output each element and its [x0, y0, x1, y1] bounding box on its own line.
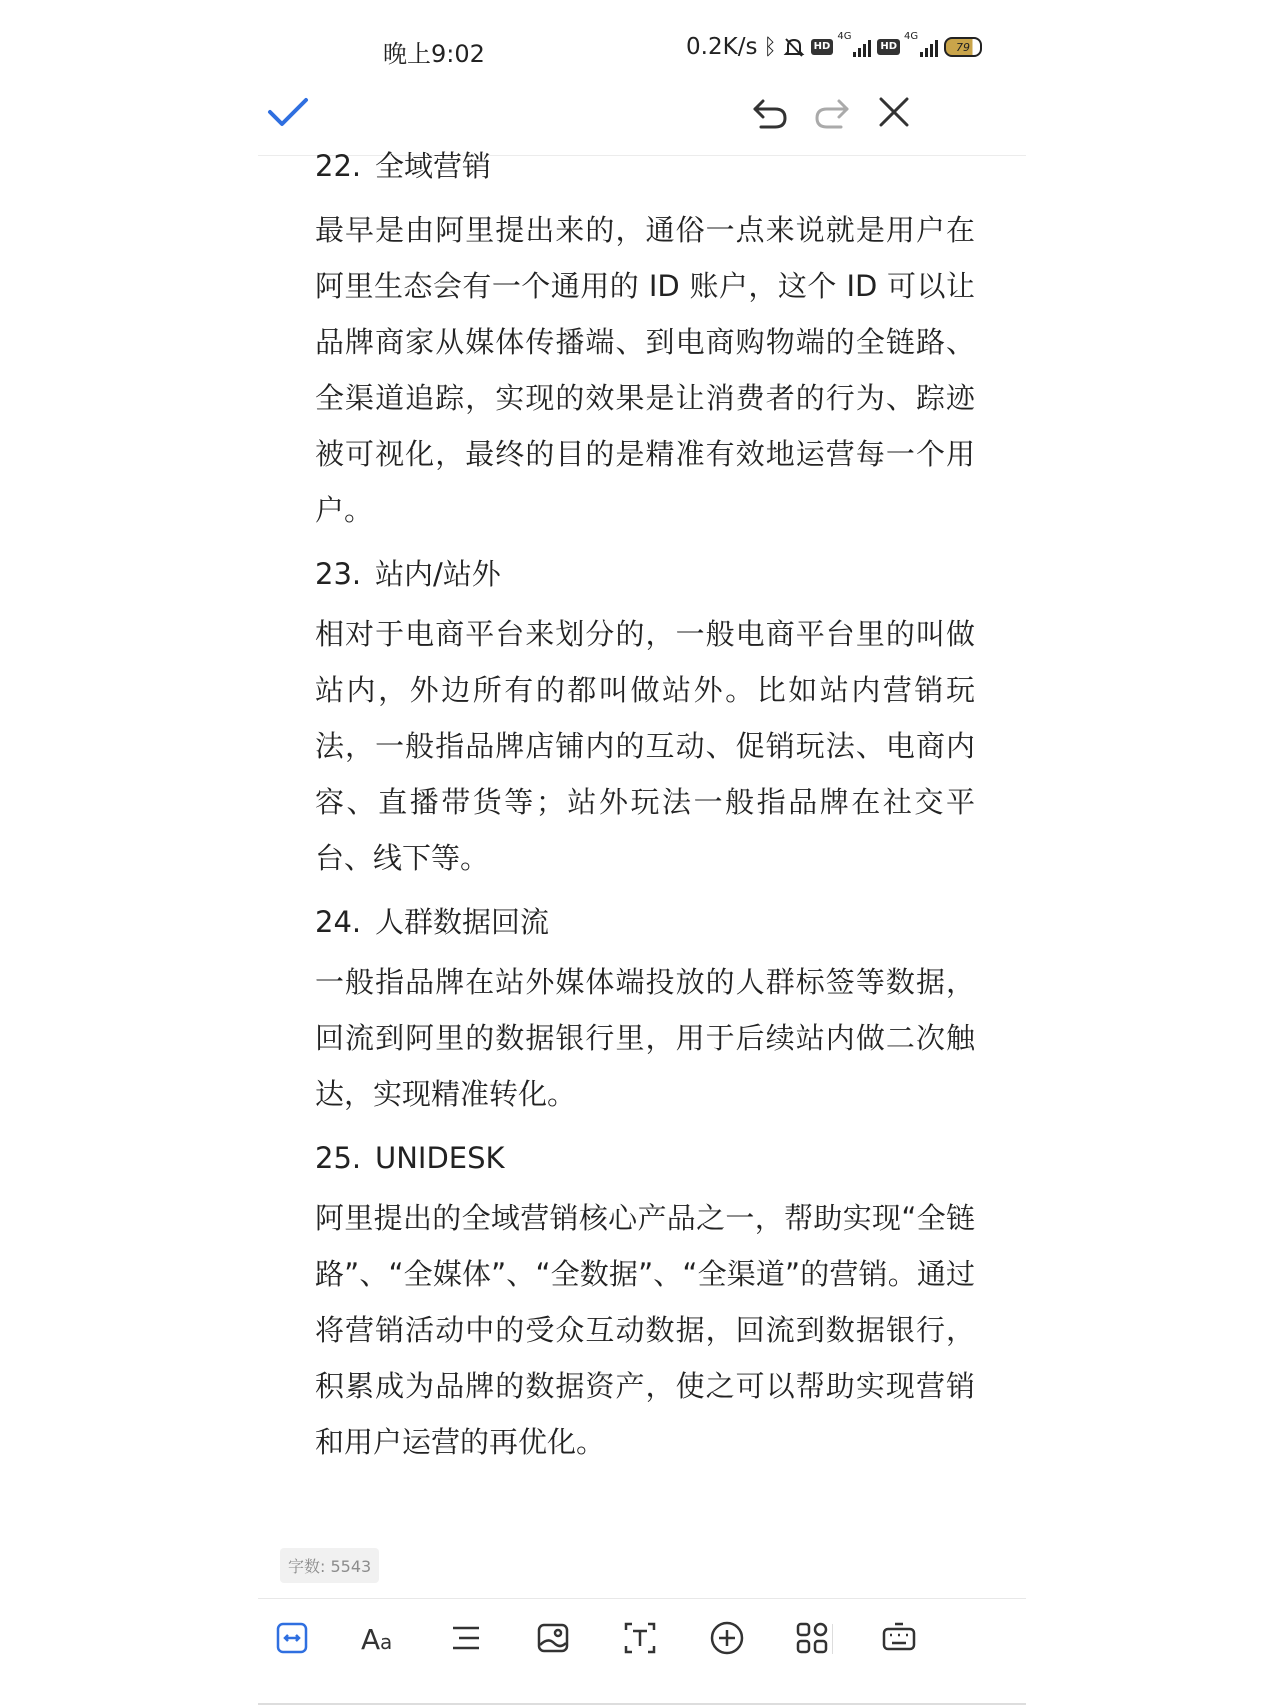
redo-icon — [811, 91, 853, 133]
section-paragraph: 一般指品牌在站外媒体端投放的人群标签等数据，回流到阿里的数据银行里，用于后续站内做二次触达，实现精准转化。 — [315, 965, 975, 1111]
close-icon — [874, 92, 914, 132]
insert-button[interactable] — [699, 1610, 755, 1666]
fit-width-icon — [275, 1621, 309, 1655]
battery-icon: 79 — [944, 37, 982, 57]
hd-badge-2: HD — [877, 39, 900, 55]
section-title: 全域营销 — [375, 149, 492, 183]
section-heading — [315, 146, 975, 186]
editor-toolbar — [258, 82, 1026, 152]
status-time: 晚上9:02 — [383, 40, 485, 68]
image-icon — [536, 1621, 570, 1655]
net-speed: 0.2K/s — [686, 34, 758, 60]
section-heading — [315, 894, 975, 950]
svg-text:a: a — [380, 1630, 393, 1654]
bluetooth-icon: ᛒ — [763, 34, 777, 60]
network-type: 4G — [837, 31, 852, 42]
mute-bell-icon — [783, 36, 805, 58]
insert-icon — [709, 1620, 745, 1656]
section-number: 25. — [315, 1141, 362, 1175]
text-box-icon — [623, 1621, 657, 1655]
signal-icon — [837, 31, 871, 57]
text-format-button[interactable] — [351, 1610, 407, 1666]
section-heading — [315, 1130, 975, 1186]
signal-icon-2 — [904, 31, 938, 57]
section-heading — [315, 546, 975, 602]
section-number: 23. — [315, 557, 362, 591]
paragraph-button[interactable] — [438, 1610, 494, 1666]
document-body[interactable] — [315, 146, 975, 1478]
section-paragraph: 阿里提出的全域营销核心产品之一，帮助实现“全链路”、“全媒体”、“全数据”、“全渠道”的营销。通过将营销活动中的受众互动数据，回流到数据银行，积累成为品牌的数据资产，使之可以帮助实现营销和用户运营的再优化。 — [315, 1201, 975, 1459]
apps-button[interactable] — [784, 1610, 840, 1666]
section-title: 站内/站外 — [375, 557, 501, 591]
word-count: 字数: 5543 — [280, 1548, 379, 1583]
text-box-button[interactable] — [612, 1610, 668, 1666]
hd-badge: HD — [811, 39, 834, 55]
section-title: UNIDESK — [375, 1141, 505, 1175]
section-number: 24. — [315, 905, 362, 939]
check-icon — [264, 92, 312, 132]
status-icons — [686, 31, 982, 60]
section-number: 22. — [315, 149, 362, 183]
svg-text:A: A — [361, 1623, 381, 1655]
undo-button[interactable] — [740, 82, 800, 142]
keyboard-icon — [881, 1621, 917, 1655]
section-paragraph: 相对于电商平台来划分的，一般电商平台里的叫做站内，外边所有的都叫做站外。比如站内营销玩法，一般指品牌店铺内的互动、促销玩法、电商内容、直播带货等；站外玩法一般指品牌在社交平台、线下等。 — [315, 617, 975, 875]
apps-icon — [795, 1621, 829, 1655]
bottom-divider — [258, 1598, 1026, 1599]
keyboard-button[interactable] — [871, 1610, 927, 1666]
close-button[interactable] — [864, 82, 924, 142]
redo-button[interactable] — [802, 82, 862, 142]
network-type-2: 4G — [904, 31, 919, 42]
fit-width-button[interactable] — [264, 1610, 320, 1666]
section-paragraph: 最早是由阿里提出来的，通俗一点来说就是用户在阿里生态会有一个通用的 ID 账户，这个 ID 可以让品牌商家从媒体传播端、到电商购物端的全链路、全渠道追踪，实现的效果是让消费者的行为、踪迹被可视化，最终的目的是精准有效地运营每一个用户。 — [315, 213, 975, 527]
navigation-bar — [258, 1703, 1026, 1705]
image-button[interactable] — [525, 1610, 581, 1666]
confirm-button[interactable] — [258, 82, 318, 142]
bottom-toolbar — [258, 1610, 1026, 1670]
text-format-icon — [359, 1621, 399, 1655]
paragraph-icon — [449, 1621, 483, 1655]
section-title: 人群数据回流 — [375, 905, 550, 939]
undo-icon — [749, 91, 791, 133]
phone-screen — [258, 0, 1026, 1706]
